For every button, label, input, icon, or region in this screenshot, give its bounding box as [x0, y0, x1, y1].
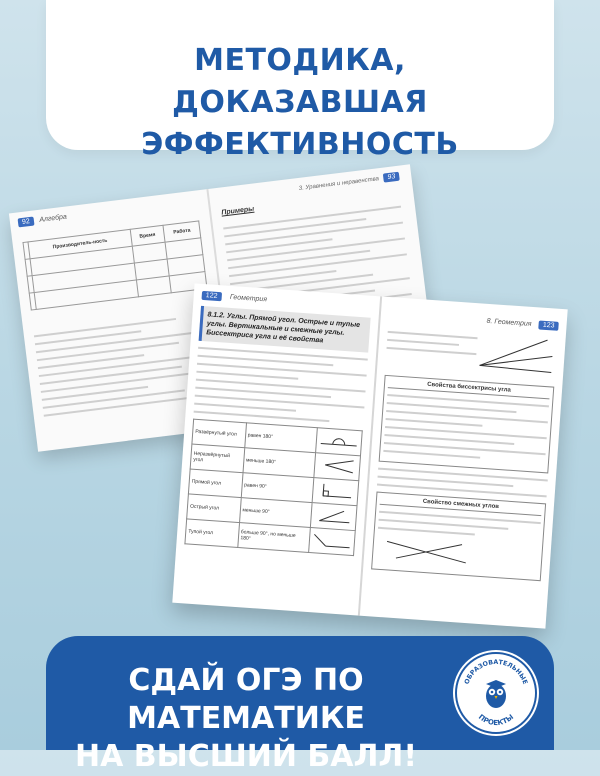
headline-line-1: МЕТОДИКА,: [194, 43, 406, 78]
call-to-action: [46, 662, 446, 776]
angle-value: равен 90°: [241, 473, 314, 503]
angle-figure: [312, 478, 359, 506]
headline-line-2: ДОКАЗАВШАЯ ЭФФЕКТИВНОСТЬ: [141, 85, 459, 162]
page-header: 3. Уравнения и неравенства 93: [298, 172, 399, 193]
page-number: 123: [539, 320, 559, 330]
text-lines: [194, 347, 368, 425]
svg-text:ОБРАЗОВАТЕЛЬНЫЕ: ОБРАЗОВАТЕЛЬНЫЕ: [463, 658, 529, 686]
top-banner: [46, 0, 554, 162]
page-title: Алгебра: [38, 213, 68, 224]
bottom-banner: [46, 636, 554, 774]
page-title: Геометрия: [229, 293, 268, 304]
logo-icon: [453, 650, 539, 736]
angle-value: меньше 180°: [243, 448, 316, 478]
table-header: Работа: [163, 221, 201, 242]
angle-name: Острый угол: [187, 494, 241, 523]
page-number: 93: [383, 172, 400, 183]
front-book-right-page: [360, 296, 568, 628]
intersecting-lines-icon: [376, 535, 478, 568]
angle-value: равен 180°: [244, 423, 317, 453]
box-title: Свойства биссектрисы угла: [388, 379, 550, 399]
angle-name: Неразвёрнутый угол: [190, 444, 244, 473]
publisher-logo: [453, 650, 539, 736]
cta-line-2: НА ВЫСШИЙ БАЛЛ!: [74, 739, 418, 774]
front-book: [172, 283, 567, 628]
angle-value: больше 90°, но меньше 180°: [237, 523, 310, 553]
angle-types-table: [184, 419, 362, 557]
bisector-properties-box: [379, 375, 555, 474]
front-book-left-page: [172, 283, 380, 615]
page-header: 8. Геометрия 123: [380, 302, 559, 332]
adjacent-angles-box: [371, 492, 546, 582]
examples-heading: Примеры: [220, 205, 255, 217]
table-header: Время: [130, 225, 165, 246]
cta-line-1: СДАЙ ОГЭ ПО МАТЕМАТИКЕ: [127, 663, 365, 736]
bisector-icon: [475, 331, 558, 376]
angle-value: меньше 90°: [239, 498, 312, 528]
svg-text:ПРОЕКТЫ: ПРОЕКТЫ: [476, 712, 516, 728]
text-lines: [383, 394, 549, 463]
page-number: 92: [18, 217, 35, 228]
angle-figure: [310, 503, 357, 531]
angle-figure: [314, 453, 361, 481]
page-number: 122: [201, 291, 221, 301]
box-title: Свойство смежных углов: [380, 496, 542, 516]
section-title: 8.1.2. Углы. Прямой угол. Острые и тупые углы. Вертикальные и смежные углы. Биссектриса угла и её свойства: [199, 306, 371, 353]
table-header: Производитель-ность: [28, 229, 132, 258]
bisector-figure: [385, 325, 558, 381]
text-lines: [386, 325, 478, 361]
angle-figure: [309, 528, 356, 556]
angle-name: Развёрнутый угол: [192, 419, 246, 448]
angle-figure: [316, 428, 363, 456]
angle-name: Прямой угол: [188, 469, 242, 498]
angle-name: Тупой угол: [185, 519, 239, 548]
solution-table: [22, 220, 207, 310]
headline: [46, 40, 554, 166]
